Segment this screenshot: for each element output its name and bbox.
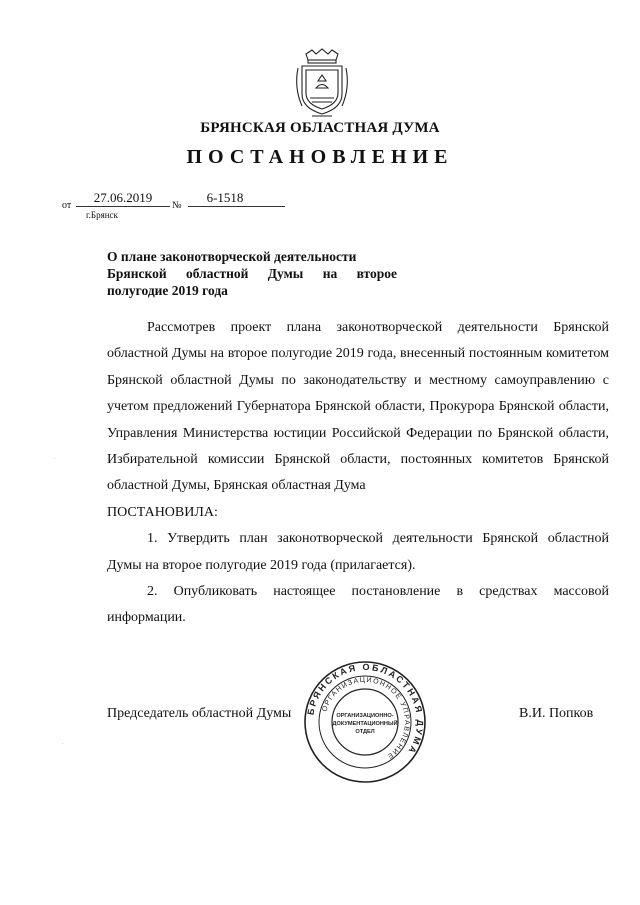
stamp-outer-text: БРЯНСКАЯ ОБЛАСТНАЯ ДУМА <box>305 661 426 757</box>
stamp-center-line-2: ДОКУМЕНТАЦИОННЫЙ <box>332 721 398 727</box>
signatory-position: Председатель областной Думы <box>107 706 292 721</box>
organization-title: БРЯНСКАЯ ОБЛАСТНАЯ ДУМА <box>200 120 440 136</box>
date-underline <box>76 206 170 207</box>
document-type-title: ПОСТАНОВЛЕНИЕ <box>186 146 454 168</box>
subject-line-2: Брянской областной Думы на второе <box>107 266 397 281</box>
resolution-item-2: 2. Опубликовать настоящее постановление в средствах массовой информации. <box>107 584 609 626</box>
document-number: 6-1518 <box>206 190 244 205</box>
preamble-paragraph: Рассмотрев проект плана законотворческой деятельности Брянской областной Думы на второе полугодие 2019 года, внесенный постоянным комитетом Брянской областной Думы по законодательству и местному самоуправлению с учетом предложений Губернатора Брянской области, Прокурора Брянской области, Управления Министерства юстиции Российской Федерации по Брянской области, Избирательной комиссии Брянской области, постоянных комитетов Брянской областной Думы, Брянская областная Дума <box>107 320 609 494</box>
official-seal-stamp <box>303 660 427 784</box>
subject-line-1: О плане законотворческой деятельности <box>107 249 357 264</box>
resolved-heading: ПОСТАНОВИЛА: <box>107 504 218 520</box>
document-body <box>107 315 609 632</box>
stamp-center-line-3: ОТДЕЛ <box>355 729 375 735</box>
scan-speck: . <box>62 740 64 746</box>
coat-of-arms-emblem <box>292 48 352 120</box>
number-prefix: № <box>172 200 182 211</box>
date-prefix: от <box>62 200 72 211</box>
document-subject <box>107 248 397 299</box>
stamp-inner-text: ОРГАНИЗАЦИОННОЕ УПРАВЛЕНИЕ <box>321 676 411 761</box>
scan-speck: . <box>54 455 56 461</box>
stamp-center-line-1: ОРГАНИЗАЦИОННО- <box>336 713 394 719</box>
number-underline <box>188 206 285 207</box>
signatory-name: В.И. Попков <box>519 706 594 721</box>
document-date: 27.06.2019 <box>93 190 153 205</box>
subject-line-3: полугодие 2019 года <box>107 283 228 298</box>
city-label: г.Брянск <box>86 210 118 220</box>
resolution-item-1: 1. Утвердить план законотворческой деятельности Брянской областной Думы на второе полугодие 2019 года (прилагается). <box>107 531 609 573</box>
